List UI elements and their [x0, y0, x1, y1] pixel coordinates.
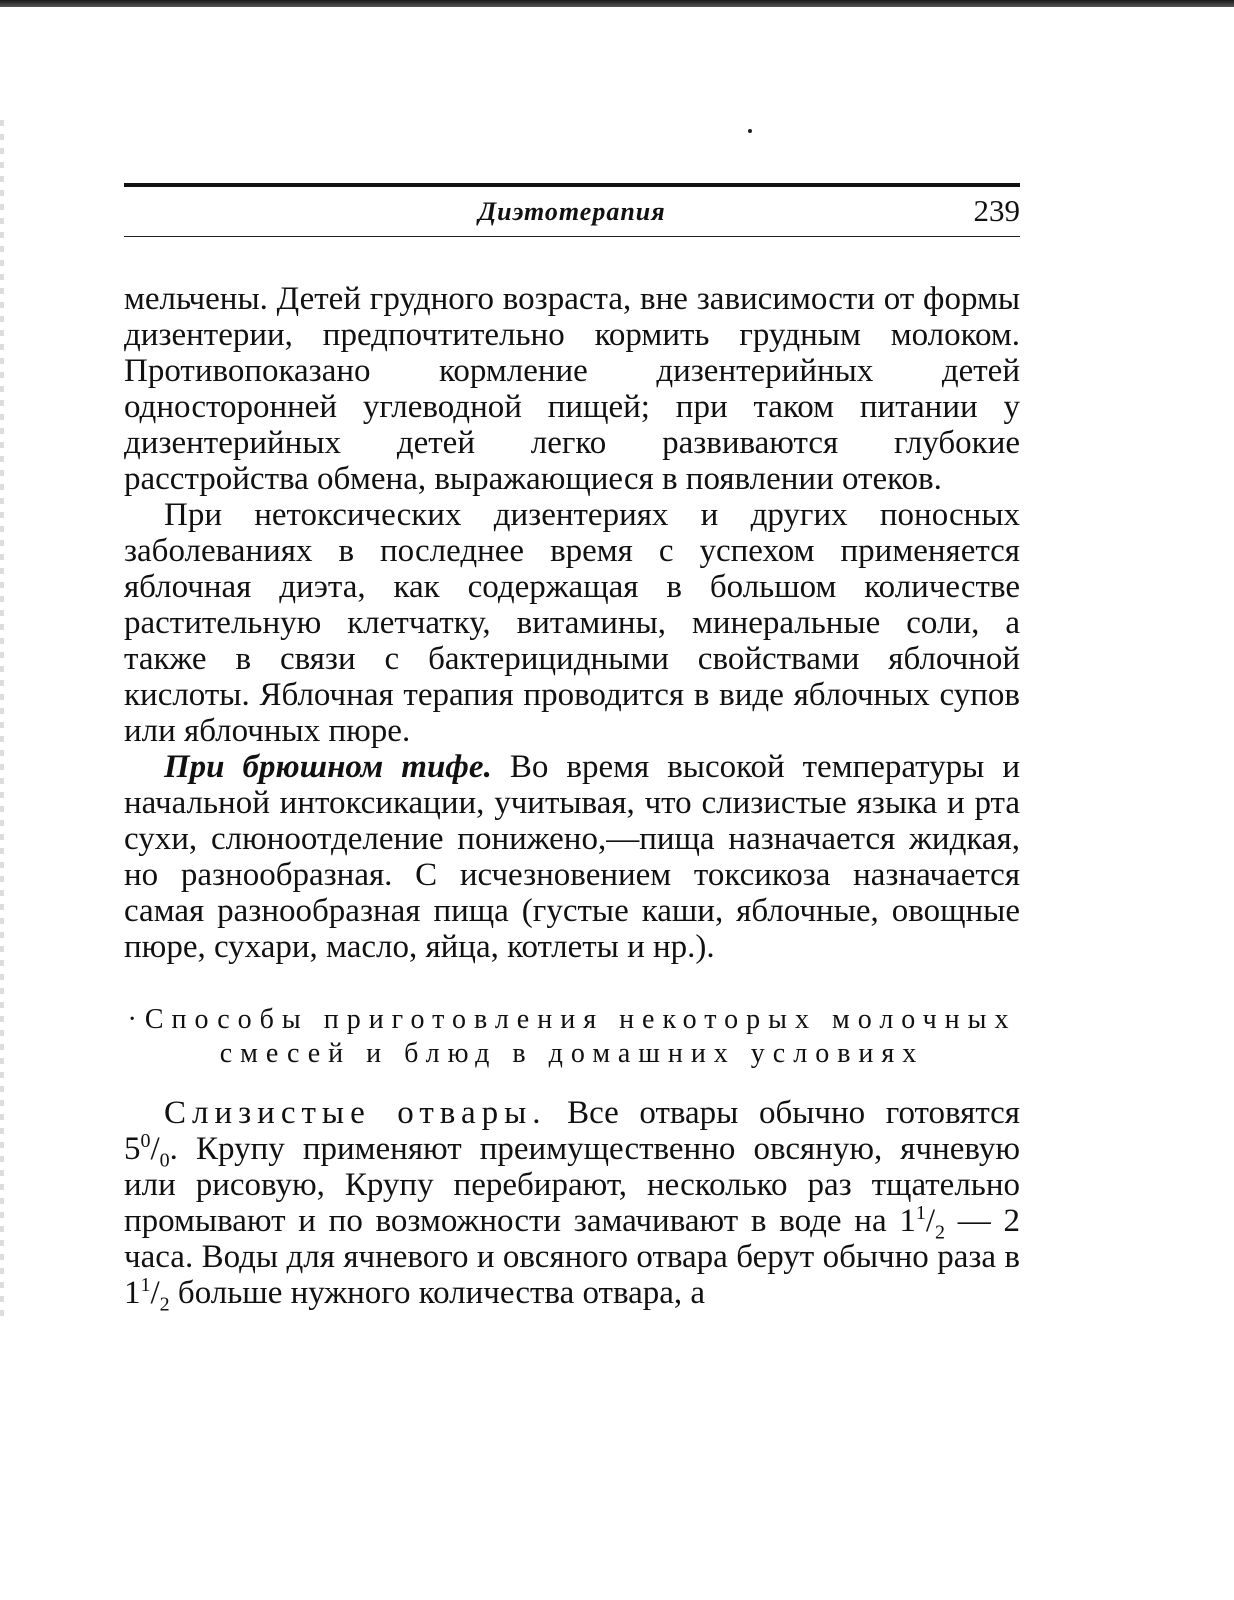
paragraph-continued: мельчены. Детей грудного возраста, вне зависимости от формы дизентерии, предпочтительно кормить грудным молоком. Противопоказано кормление дизентерийных детей односторонней углеводной пищей; при таком питании у дизентерийных детей легко развиваются глубокие расстройства обмена, выражающиеся в появлении отеков. — [124, 281, 1020, 497]
book-page — [124, 183, 1021, 1316]
page-number: 239 — [973, 193, 1020, 228]
run-in-heading-decoctions: Слизистые отвары. — [164, 1095, 547, 1131]
percent-sub: 0 — [159, 1149, 170, 1172]
paragraph-decoctions — [124, 1095, 1020, 1316]
run-in-heading-typhoid: При брюшном тифе. — [164, 749, 492, 785]
section-heading: ·Способы приготовления некоторых молочных смесей и блюд в домашних условиях — [127, 1004, 1017, 1069]
decoctions-text-2: . Крупу применяют преимущественно овсяную, ячневую или рисовую, Крупу перебирают, несколько раз тщательно промывают и по возможности замачивают в воде на 1 — [124, 1131, 1020, 1239]
fraction-2-numerator: 1 — [140, 1274, 151, 1296]
percent-slash: / — [150, 1131, 160, 1167]
fraction-1-denominator: 2 — [935, 1221, 946, 1244]
fraction-1-slash: / — [925, 1203, 936, 1239]
fraction-1-numerator: 1 — [915, 1202, 926, 1224]
running-head — [124, 187, 1020, 236]
paragraph-typhoid — [124, 749, 1020, 965]
decoctions-text-4: больше нужного количества отвара, а — [169, 1275, 706, 1311]
percent-sup: 0 — [140, 1130, 151, 1152]
paragraph-apple-diet: При нетоксических дизентериях и других поносных заболеваниях в последнее время с успехом применяется яблочная диэта, как содержащая в большом количестве растительную клетчатку, витамины, минеральные соли, а также в связи с бактерицидными свойствами яблочной кислоты. Яблочная терапия проводится в виде яблочных супов или яблочных пюре. — [124, 497, 1020, 749]
decoctions-text-3: — 2 часа. Воды для ячневого и овсяного отвара берут обычно раза в 1 — [124, 1203, 1020, 1311]
decoctions-text-1: Все отвары обычно готовятся 5 — [124, 1095, 1020, 1167]
running-title: Диэтотерапия — [478, 197, 666, 226]
scan-top-edge — [0, 0, 1234, 7]
typhoid-text: Во время высокой температуры и начальной интоксикации, учитывая, что слизистые языка и рта сухи, слюноотделение понижено,—пища назначается жидкая, но разнообразная. С исчезновением токсикоза назначается самая разнообразная пища (густые каши, яблочные, овощные пюре, сухари, масло, яйца, котлеты и нр.). — [124, 749, 1021, 965]
body-text — [124, 281, 1021, 1316]
scan-left-edge — [0, 120, 4, 1320]
fraction-2-slash: / — [150, 1275, 160, 1311]
scan-speck — [748, 129, 752, 133]
fraction-2-denominator: 2 — [159, 1293, 170, 1316]
header-rule-bottom — [124, 236, 1020, 237]
